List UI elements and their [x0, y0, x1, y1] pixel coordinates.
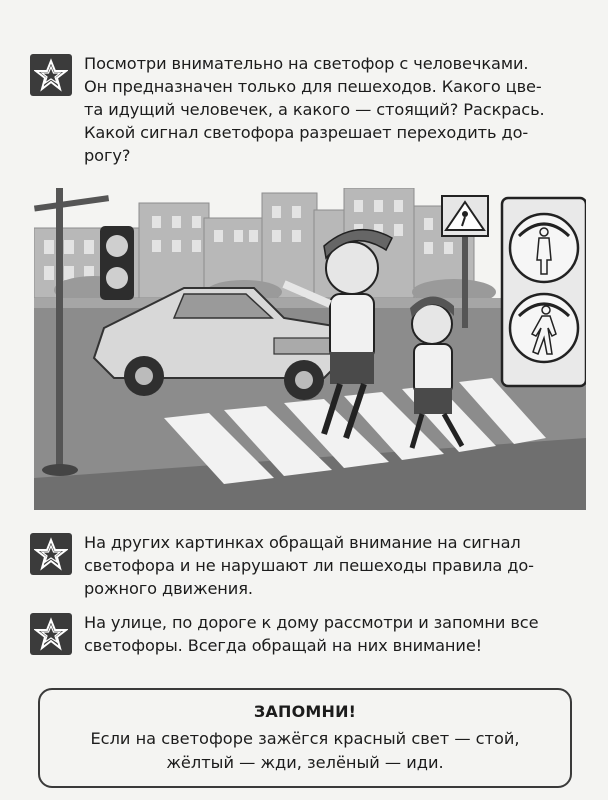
text-line: Если на светофоре зажёгся красный свет — стой,	[90, 729, 520, 748]
star-icon	[30, 54, 72, 96]
task-2	[30, 531, 590, 600]
star-icon	[30, 613, 72, 655]
task-2-text	[84, 531, 534, 600]
remember-box	[38, 688, 572, 788]
text-line: рожного движения.	[84, 579, 253, 598]
remember-title: ЗАПОМНИ!	[253, 702, 357, 721]
task-1-text	[84, 52, 545, 167]
text-line: рогу?	[84, 146, 131, 165]
text-line: На других картинках обращай внимание на сигнал	[84, 533, 521, 552]
text-line: Он предназначен только для пешеходов. Какого цве-	[84, 77, 542, 96]
task-3-text	[84, 611, 538, 657]
text-line: жёлтый — жди, зелёный — иди.	[166, 753, 444, 772]
star-icon	[30, 533, 72, 575]
text-line: та идущий человечек, а какого — стоящий? Раскрась.	[84, 100, 545, 119]
street-crossing-illustration	[34, 188, 586, 510]
remember-text	[40, 727, 570, 775]
task-3	[30, 611, 590, 657]
task-1	[30, 52, 590, 167]
text-line: Какой сигнал светофора разрешает переходить до-	[84, 123, 529, 142]
text-line: светофора и не нарушают ли пешеходы правила до-	[84, 556, 534, 575]
text-line: светофоры. Всегда обращай на них внимание!	[84, 636, 483, 655]
text-line: Посмотри внимательно на светофор с человечками.	[84, 54, 529, 73]
pedestrian-traffic-light-icon	[502, 198, 586, 386]
text-line: На улице, по дороге к дому рассмотри и запомни все	[84, 613, 539, 632]
